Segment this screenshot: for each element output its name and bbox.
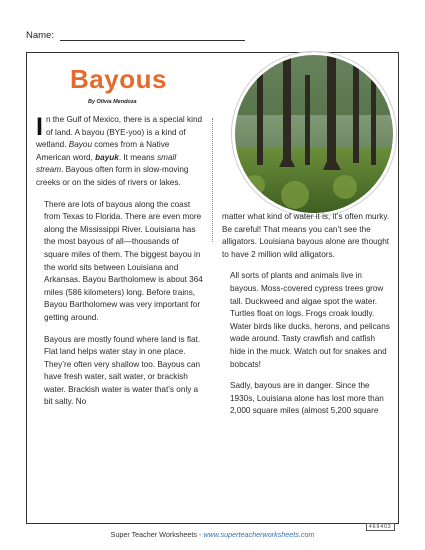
- drop-cap: I: [36, 113, 43, 141]
- footer: [0, 530, 425, 539]
- paragraph-intro: In the Gulf of Mexico, there is a special kind of land. A bayou (BYE-yoo) is a kind of wetland. Bayou comes from a Native American word, bayuk. It means small stream. Bayous often form in slow-moving creeks or on the sides of rivers or lakes.: [36, 113, 203, 187]
- footer-link[interactable]: www.superteacherworksheets.com: [203, 530, 315, 539]
- name-label: Name:: [26, 30, 54, 41]
- name-line[interactable]: [60, 40, 245, 41]
- paragraph-danger: Sadly, bayous are in danger. Since the 1930s, Louisiana alone has lost more than 2,000 square miles (almost 5,200 square: [230, 381, 384, 416]
- paragraph-landforms: Bayous are mostly found where land is flat. Flat land helps water stay in one place. They’re often very shallow too. Bayous can have fresh water, salt water, or brackish water. Brackish water is water that’s only a bit salty. No: [44, 334, 201, 407]
- worksheet-code: 469402: [366, 523, 395, 531]
- column-right: [222, 211, 392, 427]
- column-left: [36, 114, 204, 418]
- footer-text: Super Teacher Worksheets -: [110, 530, 204, 539]
- paragraph-murky: matter what kind of water it is, it’s often murky. Be careful! That means you can’t see the alligators. Louisiana bayous alone are thought to have 2 million wild alligators.: [222, 212, 390, 259]
- paragraph-wildlife: All sorts of plants and animals live in bayous. Moss-covered cypress trees grow tall. Duckweed and algae spot the water. Turtles float on logs. Frogs croak loudly. Water birds like ducks, herons, and pelicans wade around. Tasty crawfish and catfish hide in the muck. Watch out for snakes and bobcats!: [230, 271, 390, 369]
- column-divider: [212, 118, 213, 242]
- bayou-photo: [232, 52, 396, 216]
- article-title: Bayous: [70, 64, 167, 94]
- paragraph-locations: There are lots of bayous along the coast from Texas to Florida. There are even more along the Mississippi River. Louisiana has the most bayous of all—thousands of square miles of them. The biggest bayou in the world sits between Louisiana and Arkansas. Bayou Bartholomew is about 364 miles (586 kilometers) long. Before trains, Bayou Bartholomew was very important for getting around.: [44, 199, 203, 322]
- byline: By Olivia Mendoza: [88, 99, 137, 105]
